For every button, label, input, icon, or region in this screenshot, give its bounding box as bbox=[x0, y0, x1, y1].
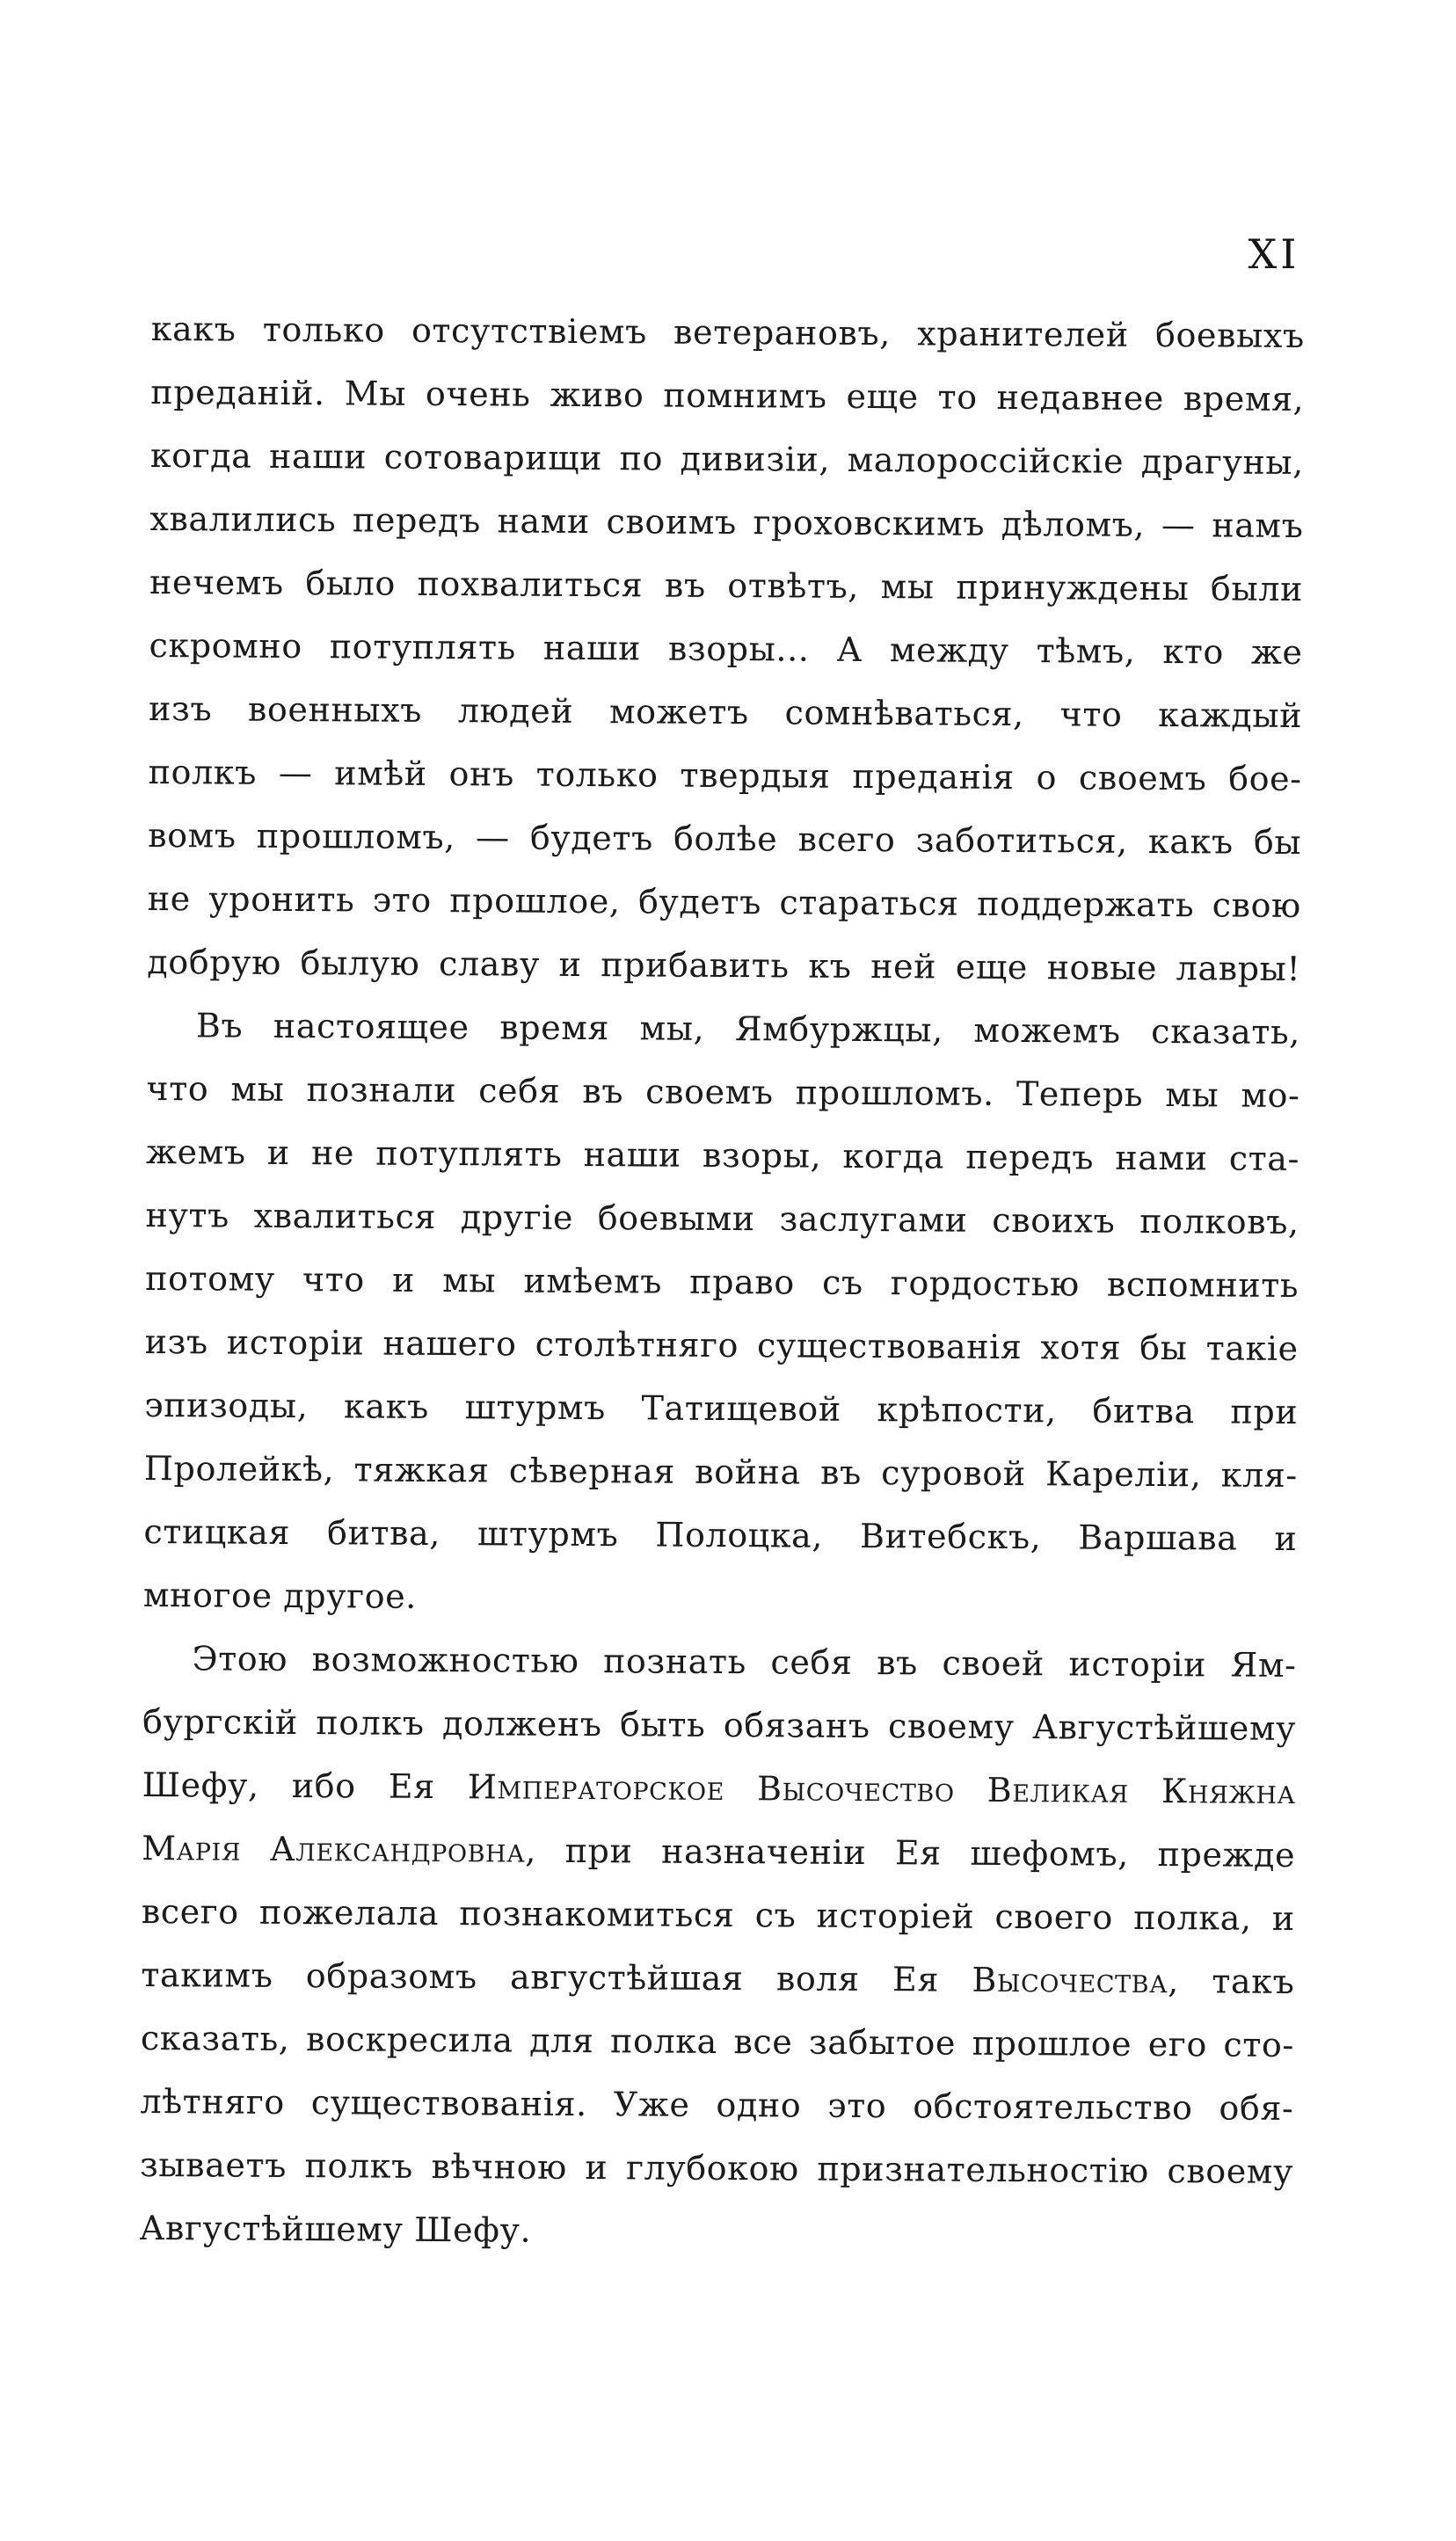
text-line bbox=[139, 2196, 1292, 2267]
body-text: какъ только отсутствіемъ ветерановъ, хранителей боевыхъ bbox=[150, 309, 1305, 356]
body-text: бургскій полкъ долженъ быть обязанъ своему Августѣйшему bbox=[142, 1701, 1297, 1748]
text-line bbox=[142, 1753, 1295, 1824]
body-text: сказать, воскресила для полка все забытое прошлое его сто- bbox=[140, 2018, 1295, 2064]
body-text: всего пожелала познакомиться съ исторіей своего полка, и bbox=[141, 1891, 1295, 1938]
body-text: Этою возможностью познать себя въ своей исторіи Ям- bbox=[192, 1639, 1297, 1685]
small-caps-text: Императорское Высочество Великая Княжна bbox=[467, 1767, 1296, 1811]
text-line bbox=[146, 1057, 1299, 1127]
body-text: добрую былую славу и прибавить къ ней еще новые лавры! bbox=[147, 942, 1301, 988]
body-text: эпизоды, какъ штурмъ Татищевой крѣпости, битва при bbox=[144, 1385, 1299, 1431]
text-line bbox=[142, 1880, 1295, 1950]
body-text: стицкая битва, штурмъ Полоцка, Витебскъ, Варшава и bbox=[143, 1511, 1298, 1558]
text-line bbox=[144, 1373, 1298, 1444]
body-text: хвалились передъ нами своимъ гроховскимъ дѣломъ, — намъ bbox=[149, 499, 1304, 546]
text-line bbox=[149, 550, 1303, 621]
body-text: Въ настоящее время мы, Ямбуржцы, можемъ сказать, bbox=[195, 1006, 1301, 1052]
text-line bbox=[150, 360, 1304, 431]
text-line bbox=[141, 1943, 1294, 2013]
text-block bbox=[139, 297, 1305, 2267]
body-text: Шефу, ибо Ея bbox=[142, 1765, 468, 1807]
text-line bbox=[145, 1310, 1299, 1380]
body-text: изъ исторіи нашего столѣтняго существованія хотя бы такіе bbox=[144, 1321, 1299, 1368]
text-line bbox=[145, 1247, 1299, 1317]
body-text: вомъ прошломъ, — будетъ болѣе всего заботиться, какъ бы bbox=[148, 815, 1302, 863]
text-line bbox=[147, 930, 1300, 1001]
body-text: когда наши сотоварищи по дивизіи, малороссійскіе драгуны, bbox=[149, 435, 1305, 483]
text-line bbox=[144, 1437, 1298, 1507]
text-line bbox=[146, 1120, 1299, 1190]
body-text: потому что и мы имѣемъ право съ гордостью вспомнить bbox=[145, 1258, 1299, 1305]
body-text: Пролейкѣ, тяжкая сѣверная война въ суровой Кареліи, кля- bbox=[143, 1448, 1298, 1495]
text-line bbox=[149, 614, 1302, 684]
text-line bbox=[142, 1627, 1296, 1697]
text-line bbox=[151, 297, 1305, 368]
body-text: лѣтняго существованія. Уже одно это обстоятельство обя- bbox=[140, 2081, 1294, 2128]
text-line bbox=[145, 1183, 1299, 1254]
text-line bbox=[142, 1817, 1295, 1887]
body-text: Августѣйшему Шефу. bbox=[139, 2208, 532, 2250]
body-text: такимъ образомъ августѣйшая воля Ея bbox=[141, 1955, 972, 1999]
body-text: что мы познали себя въ своемъ прошломъ. Теперь мы мо- bbox=[146, 1068, 1300, 1115]
text-line bbox=[143, 1563, 1297, 1634]
body-text: , при назначеніи Ея шефомъ, прежде bbox=[525, 1831, 1296, 1875]
text-line bbox=[140, 2133, 1293, 2203]
text-line bbox=[148, 740, 1301, 811]
small-caps-text: Марія Александровна bbox=[142, 1828, 526, 1870]
text-line bbox=[147, 994, 1300, 1064]
body-text: скромно потуплять наши взоры... А между тѣмъ, кто же bbox=[149, 625, 1303, 673]
text-line bbox=[148, 804, 1301, 874]
body-text: изъ военныхъ людей можетъ сомнѣваться, что каждый bbox=[149, 688, 1303, 736]
body-text: преданій. Мы очень живо помнимъ еще то недавнее время, bbox=[150, 372, 1305, 419]
text-line bbox=[148, 867, 1301, 937]
text-line bbox=[143, 1500, 1297, 1570]
text-line bbox=[142, 1690, 1296, 1760]
body-text: полкъ — имѣй онъ только твердыя преданія о своемъ бое- bbox=[148, 752, 1302, 799]
text-line bbox=[140, 2070, 1293, 2140]
body-text: нечемъ было похвалиться въ отвѣтъ, мы принуждены были bbox=[149, 562, 1304, 609]
text-line bbox=[150, 424, 1304, 494]
body-text: нутъ хвалиться другіе боевыми заслугами своихъ полковъ, bbox=[145, 1195, 1299, 1241]
body-text: зываетъ полкъ вѣчною и глубокою признательностію своему bbox=[139, 2144, 1294, 2191]
page-number: XI bbox=[1248, 230, 1300, 278]
body-text: жемъ и не потуплять наши взоры, когда передъ нами ста- bbox=[145, 1132, 1300, 1178]
body-text: многое другое. bbox=[142, 1575, 418, 1616]
text-line bbox=[149, 487, 1303, 557]
text-line bbox=[141, 2006, 1294, 2077]
text-line bbox=[149, 677, 1302, 747]
body-text: , такъ bbox=[1168, 1962, 1295, 2001]
small-caps-text: Высочества bbox=[972, 1960, 1168, 2001]
body-text: не уронить это прошлое, будетъ стараться поддержать свою bbox=[147, 878, 1301, 926]
